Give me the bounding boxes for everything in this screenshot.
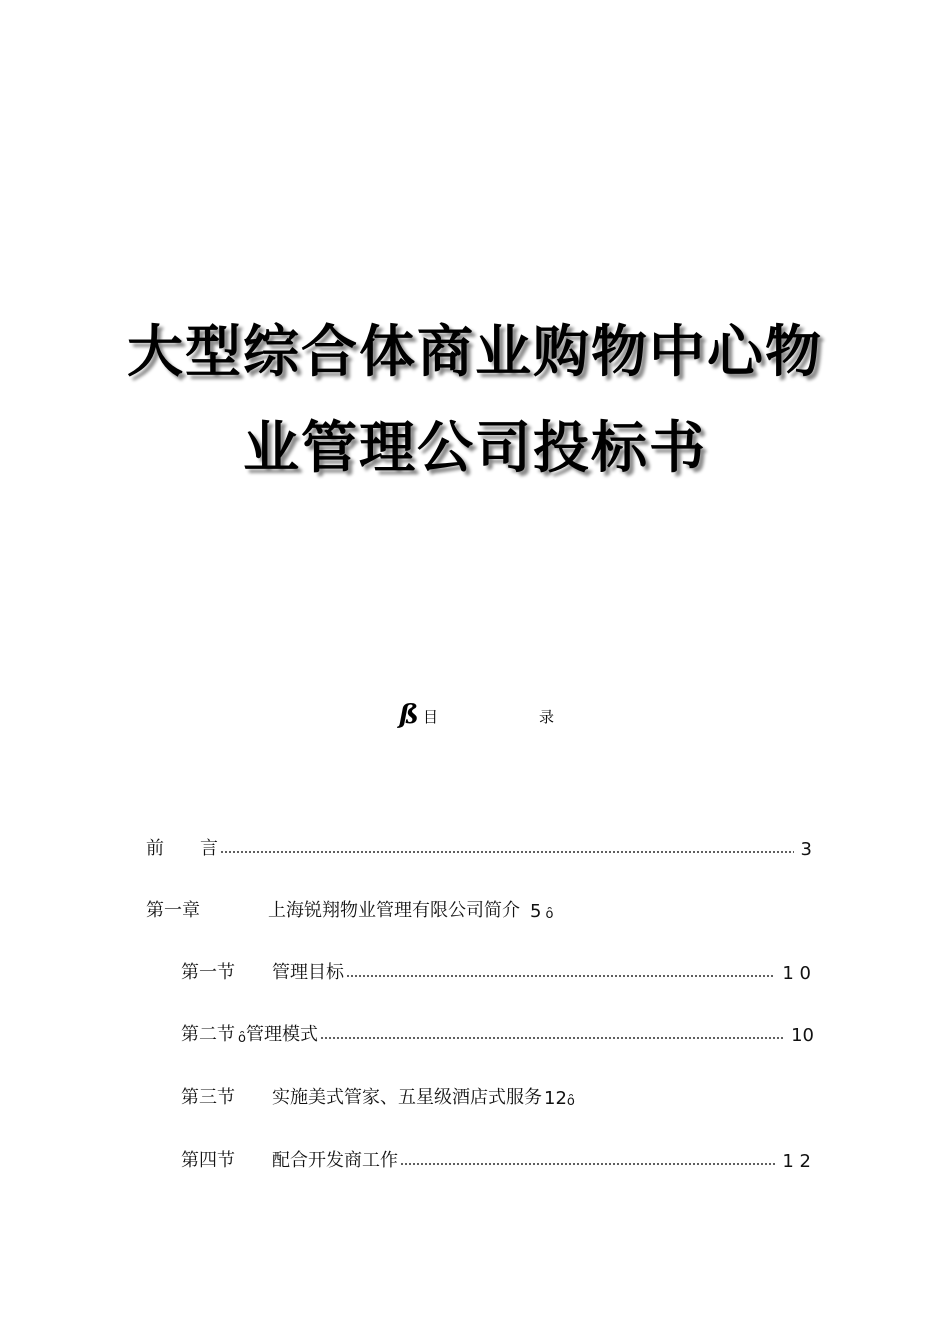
toc-section-title: 实施美式管家、五星级酒店式服务 [272, 1087, 542, 1108]
toc-chapter-label: 第一章 [146, 900, 200, 921]
toc-section-title: 管理目标 [272, 962, 344, 983]
toc-section-label: 第四节 [181, 1150, 235, 1171]
toc-entry-section-3[interactable] [181, 1083, 575, 1109]
toc-page-number: 1 2 [782, 1151, 811, 1172]
toc-entry-chapter-1[interactable] [146, 896, 553, 922]
toc-leader-dots [220, 848, 794, 856]
toc-entry-section-4[interactable] [181, 1146, 811, 1172]
toc-section-label: 第二节 [181, 1024, 235, 1045]
toc-glyph-mark: ȏ [238, 1031, 246, 1046]
document-title-line-1: 大型综合体商业购物中心物 [127, 320, 823, 385]
toc-section-title: 管理模式 [245, 1024, 318, 1045]
toc-leader-dots [320, 1034, 784, 1042]
toc-section-label: 第三节 [181, 1087, 235, 1108]
toc-page-number: 1 0 [782, 963, 811, 984]
toc-page-number: 3 [800, 839, 812, 860]
toc-preface-label-a: 前 [146, 838, 164, 859]
toc-chapter-title: 上海锐翔物业管理有限公司简介 [268, 900, 520, 921]
toc-page-number: 10 [791, 1025, 814, 1046]
toc-glyph-mark: ȏ [566, 1094, 575, 1109]
document-title-line-2: 业管理公司投标书 [243, 416, 707, 481]
toc-leader-dots [346, 972, 775, 980]
toc-heading-mark: ß [399, 700, 419, 730]
toc-page-number: 12 [544, 1088, 567, 1109]
toc-heading-char-2: 录 [539, 708, 555, 726]
toc-preface-label-b: 言 [200, 838, 218, 859]
toc-entry-section-2[interactable] [181, 1020, 814, 1046]
toc-section-title: 配合开发商工作 [272, 1150, 398, 1171]
toc-entry-preface[interactable] [146, 834, 812, 860]
toc-page-number: 5 [530, 901, 542, 922]
toc-section-label: 第一节 [181, 962, 235, 983]
toc-leader-dots [400, 1160, 775, 1168]
toc-entry-section-1[interactable] [181, 958, 811, 984]
toc-heading-char-1: 目 [423, 708, 439, 726]
toc-glyph-mark: ȏ [545, 907, 554, 922]
